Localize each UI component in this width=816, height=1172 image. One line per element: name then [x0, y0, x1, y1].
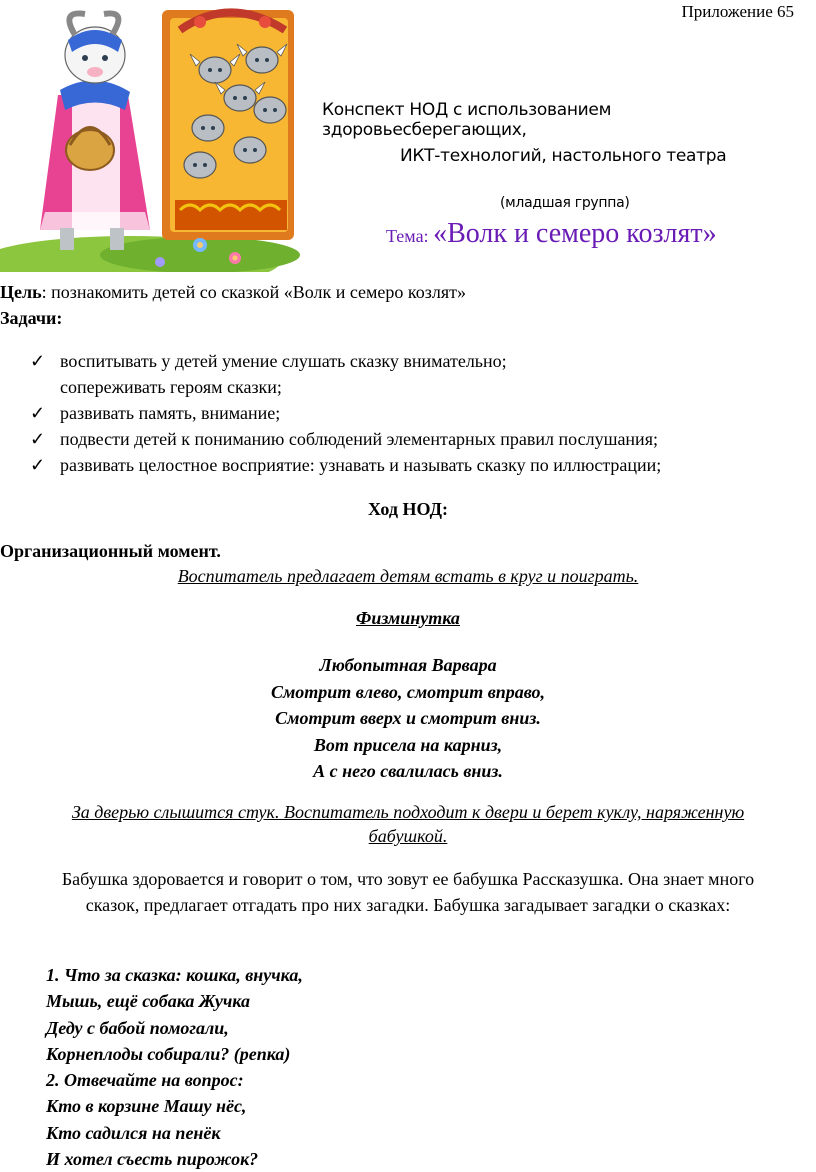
poem-line: Любопытная Варвара	[319, 655, 497, 675]
checkmark-icon: ✓	[30, 455, 46, 475]
poem-line: А с него свалилась вниз.	[313, 761, 503, 781]
checkmark-icon: ✓	[30, 429, 46, 449]
riddle-line: 2. Отвечайте на вопрос:	[46, 1070, 244, 1091]
goal-paragraph	[0, 282, 466, 303]
checkmark-icon: ✓	[30, 403, 46, 423]
task-text: развивать целостное восприятие: узнавать и называть сказку по иллюстрации;	[60, 455, 662, 475]
riddle-line: И хотел съесть пирожок?	[46, 1149, 259, 1170]
org-moment-heading: Организационный момент.	[0, 541, 221, 561]
task-text: подвести детей к пониманию соблюдений элементарных правил послушания;	[60, 429, 658, 449]
topic-heading	[386, 218, 717, 250]
riddle-line: 1. Что за сказка: кошка, внучка,	[46, 965, 303, 985]
goal-label: Цель	[0, 282, 42, 302]
tasks-list	[30, 348, 790, 478]
poem	[0, 652, 816, 785]
door-line: За дверью слышится стук. Воспитатель подходит к двери и берет куклу, наряженную	[71, 802, 745, 822]
checkmark-icon: ✓	[30, 351, 46, 371]
educator-instruction: Воспитатель предлагает детям встать в круг и поиграть.	[177, 566, 639, 586]
goat-and-kids-illustration	[0, 0, 300, 272]
fizminutka-heading: Физминутка	[356, 608, 460, 628]
door-knock-paragraph	[20, 800, 796, 848]
grandma-line: сказок, предлагает отгадать про них загадки. Бабушка загадывает загадки о сказках:	[85, 895, 731, 915]
document-title-line-1: Конспект НОД с использованием здоровьесберегающих,	[322, 100, 612, 140]
tasks-heading: Задачи:	[0, 308, 63, 328]
list-item	[30, 426, 790, 452]
riddle-line: Кто садился на пенёк	[46, 1122, 221, 1143]
appendix-number: Приложение 65	[681, 2, 794, 21]
list-item	[30, 400, 790, 426]
course-heading: Ход НОД:	[367, 499, 448, 519]
door-line: бабушкой.	[368, 826, 448, 846]
group-label: (младшая группа)	[500, 195, 630, 211]
riddle-line: Деду с бабой помогали,	[46, 1017, 229, 1038]
topic-label: Тема:	[386, 226, 434, 246]
grandma-line: Бабушка здоровается и говорит о том, что зовут ее бабушка Рассказушка. Она знает много	[61, 869, 755, 889]
riddle-line: Мышь, ещё собака Жучка	[46, 991, 250, 1012]
list-item	[30, 452, 790, 478]
task-text: воспитывать у детей умение слушать сказку внимательно;	[60, 351, 507, 371]
topic-value: «Волк и семеро козлят»	[433, 218, 717, 249]
task-text: развивать память, внимание;	[60, 403, 281, 423]
poem-line: Вот присела на карниз,	[313, 734, 503, 755]
riddle-line: Корнеплоды собирали? (репка)	[46, 1043, 291, 1064]
goal-text: : познакомить детей со сказкой «Волк и семеро козлят»	[41, 282, 466, 302]
riddle-line: Кто в корзине Машу нёс,	[46, 1096, 247, 1117]
grandma-paragraph	[10, 866, 806, 918]
list-item	[30, 348, 790, 400]
poem-line: Смотрит влево, смотрит вправо,	[270, 681, 546, 702]
document-title-line-2: ИКТ-технологий, настольного театра	[400, 146, 727, 166]
task-text-continued: сопереживать героям сказки;	[60, 377, 282, 397]
poem-line: Смотрит вверх и смотрит вниз.	[275, 708, 541, 728]
riddles-block	[46, 962, 303, 1172]
